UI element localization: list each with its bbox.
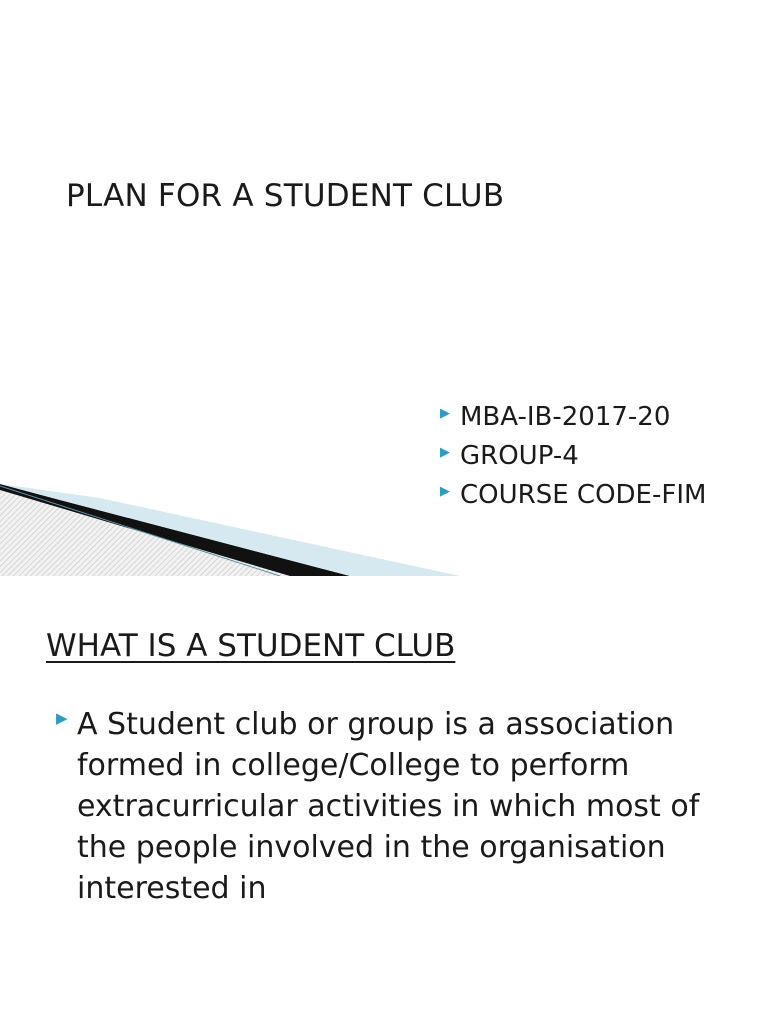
decorative-wedge (0, 470, 460, 576)
subtitle-item (440, 476, 706, 515)
body-bullet-item (56, 704, 746, 909)
body-bullet-list (56, 704, 746, 909)
subtitle-text: MBA-IB-2017-20 (460, 402, 671, 432)
subtitle-item (440, 437, 706, 476)
subtitle-item (440, 398, 706, 437)
subtitle-text: GROUP-4 (460, 441, 579, 471)
triangle-bullet-icon: ▶ (56, 709, 68, 727)
slide-2-content-slide (0, 576, 768, 1024)
subtitle-text: COURSE CODE-FIM (460, 480, 707, 510)
slide-title: PLAN FOR A STUDENT CLUB (66, 178, 505, 214)
triangle-bullet-icon: ▶ (440, 406, 450, 421)
body-bullet-text: A Student club or group is a association formed in college/College to perform extracurricular activities in which most of the people involved in the organisation interested in (77, 707, 700, 906)
subtitle-list (440, 398, 706, 515)
slide-heading: WHAT IS A STUDENT CLUB (46, 628, 456, 664)
triangle-bullet-icon: ▶ (440, 484, 450, 499)
triangle-bullet-icon: ▶ (440, 445, 450, 460)
